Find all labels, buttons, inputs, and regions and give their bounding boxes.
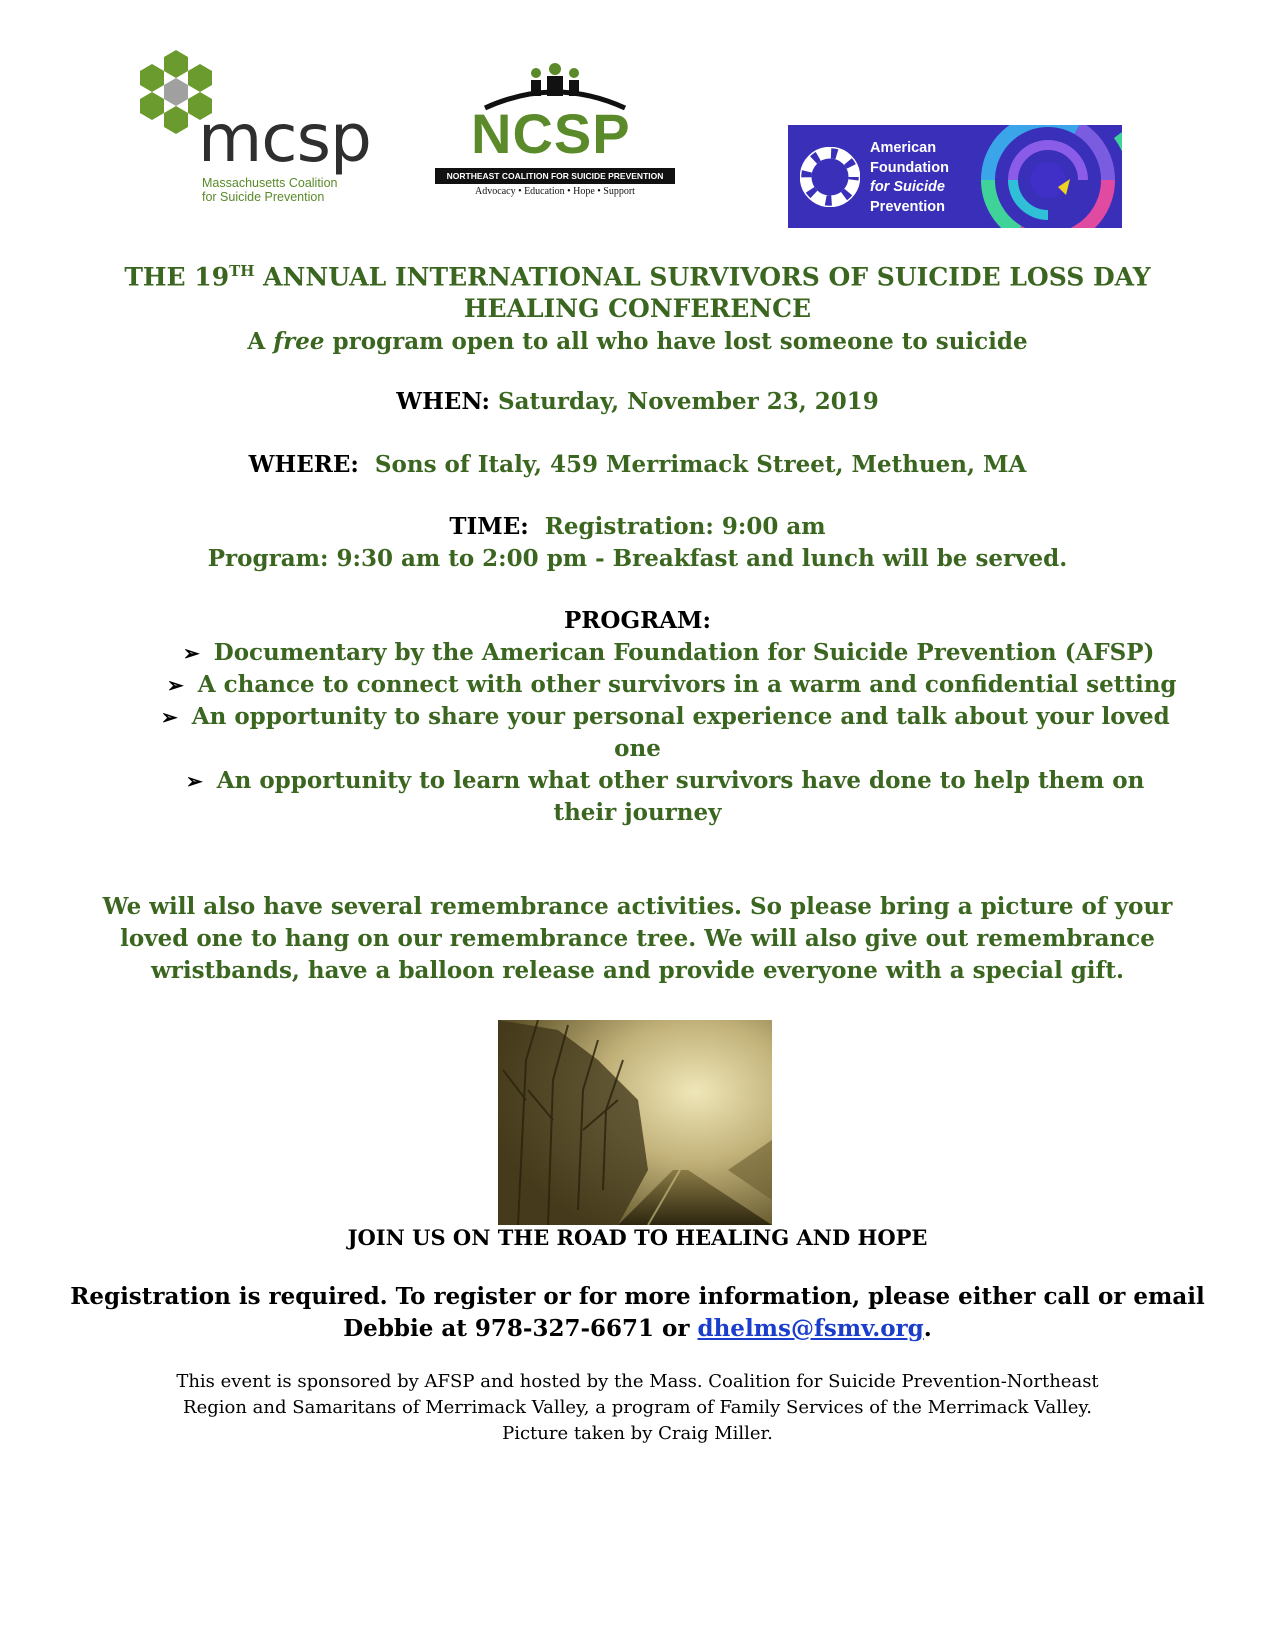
time-label: TIME:	[449, 513, 529, 540]
title-prefix: THE 19	[124, 262, 230, 292]
afsp-logo	[788, 125, 1122, 228]
foggy-road-image	[498, 1020, 772, 1225]
remembrance-line3: wristbands, have a balloon release and provide everyone with a special gift.	[150, 957, 1125, 984]
ncsp-bar-text: NORTHEAST COALITION FOR SUICIDE PREVENTION	[435, 168, 675, 184]
photo-caption: JOIN US ON THE ROAD TO HEALING AND HOPE	[347, 1225, 928, 1250]
afsp-line1: American	[870, 140, 937, 156]
email-link[interactable]: dhelms@fsmv.org	[697, 1315, 924, 1342]
arrow-bullet-icon: ➢	[167, 673, 184, 697]
mcsp-wordmark: mcsp	[198, 100, 371, 177]
program-item-text: A chance to connect with other survivors in a warm and confidential setting	[197, 671, 1177, 698]
registration-period: .	[923, 1315, 932, 1342]
program-item-text: An opportunity to learn what other survivors have done to help them on	[216, 767, 1145, 794]
ncsp-logo	[435, 62, 675, 202]
program-item	[183, 639, 1154, 666]
program-item-continuation: their journey	[553, 799, 722, 826]
program-item	[167, 671, 1177, 698]
program-item-continuation: one	[614, 735, 661, 762]
event-title-line2: HEALING CONFERENCE	[463, 294, 812, 323]
arrow-bullet-icon: ➢	[186, 769, 203, 793]
program-label: PROGRAM:	[564, 607, 711, 634]
title-suffix: ANNUAL INTERNATIONAL SURVIVORS OF SUICIDE LOSS DAY	[254, 262, 1151, 292]
time-line	[0, 513, 1275, 540]
mcsp-logo	[130, 48, 380, 208]
arrow-bullet-icon: ➢	[161, 705, 178, 729]
subtitle-a: A	[247, 328, 274, 355]
footer-line3: Picture taken by Craig Miller.	[502, 1423, 773, 1444]
program-item-text: An opportunity to share your personal experience and talk about your loved	[191, 703, 1170, 730]
footer-line2: Region and Samaritans of Merrimack Valley, a program of Family Services of the Merrimack Valley.	[183, 1397, 1092, 1418]
time-registration: Registration: 9:00 am	[544, 513, 826, 540]
ncsp-wordmark: NCSP	[471, 102, 631, 165]
when-line	[0, 388, 1275, 415]
where-label: WHERE:	[248, 451, 359, 478]
mcsp-subtitle-line1: Massachusetts Coalition	[202, 176, 338, 190]
afsp-line3: for Suicide	[870, 179, 945, 195]
registration-line1: Registration is required. To register or for more information, please either call or email	[70, 1283, 1205, 1310]
title-superscript: TH	[229, 262, 255, 280]
subtitle-rest: program open to all who have lost someone to suicide	[324, 328, 1028, 355]
program-item	[186, 767, 1144, 794]
time-program: Program: 9:30 am to 2:00 pm - Breakfast and lunch will be served.	[207, 545, 1068, 572]
footer-line1: This event is sponsored by AFSP and hosted by the Mass. Coalition for Suicide Prevention-Northeast	[176, 1371, 1099, 1392]
foggy-road-photo	[498, 1020, 772, 1225]
event-subtitle	[0, 328, 1275, 355]
afsp-swirl-graphic	[958, 125, 1122, 228]
life-ring-icon	[800, 147, 860, 207]
mcsp-subtitle	[202, 176, 337, 204]
afsp-name	[870, 139, 949, 217]
program-item-text: Documentary by the American Foundation for Suicide Prevention (AFSP)	[213, 639, 1155, 666]
ncsp-tagline: Advocacy • Education • Hope • Support	[475, 186, 635, 197]
remembrance-line1: We will also have several remembrance activities. So please bring a picture of your	[102, 893, 1173, 920]
arrow-bullet-icon: ➢	[183, 641, 200, 665]
when-value: Saturday, November 23, 2019	[498, 388, 879, 415]
registration-contact: Debbie at 978-327-6671 or	[343, 1315, 698, 1342]
event-title-line1	[0, 262, 1275, 291]
program-item	[161, 703, 1170, 730]
where-value: Sons of Italy, 459 Merrimack Street, Methuen, MA	[374, 451, 1027, 478]
where-line	[0, 451, 1275, 478]
registration-line2	[0, 1315, 1275, 1342]
when-label: WHEN:	[396, 388, 491, 415]
afsp-line2: Foundation	[870, 159, 949, 176]
remembrance-line2: loved one to hang on our remembrance tree. We will also give out remembrance	[120, 925, 1155, 952]
afsp-line4: Prevention	[870, 198, 945, 215]
subtitle-free: free	[273, 328, 325, 355]
mcsp-subtitle-line2: for Suicide Prevention	[202, 190, 325, 204]
